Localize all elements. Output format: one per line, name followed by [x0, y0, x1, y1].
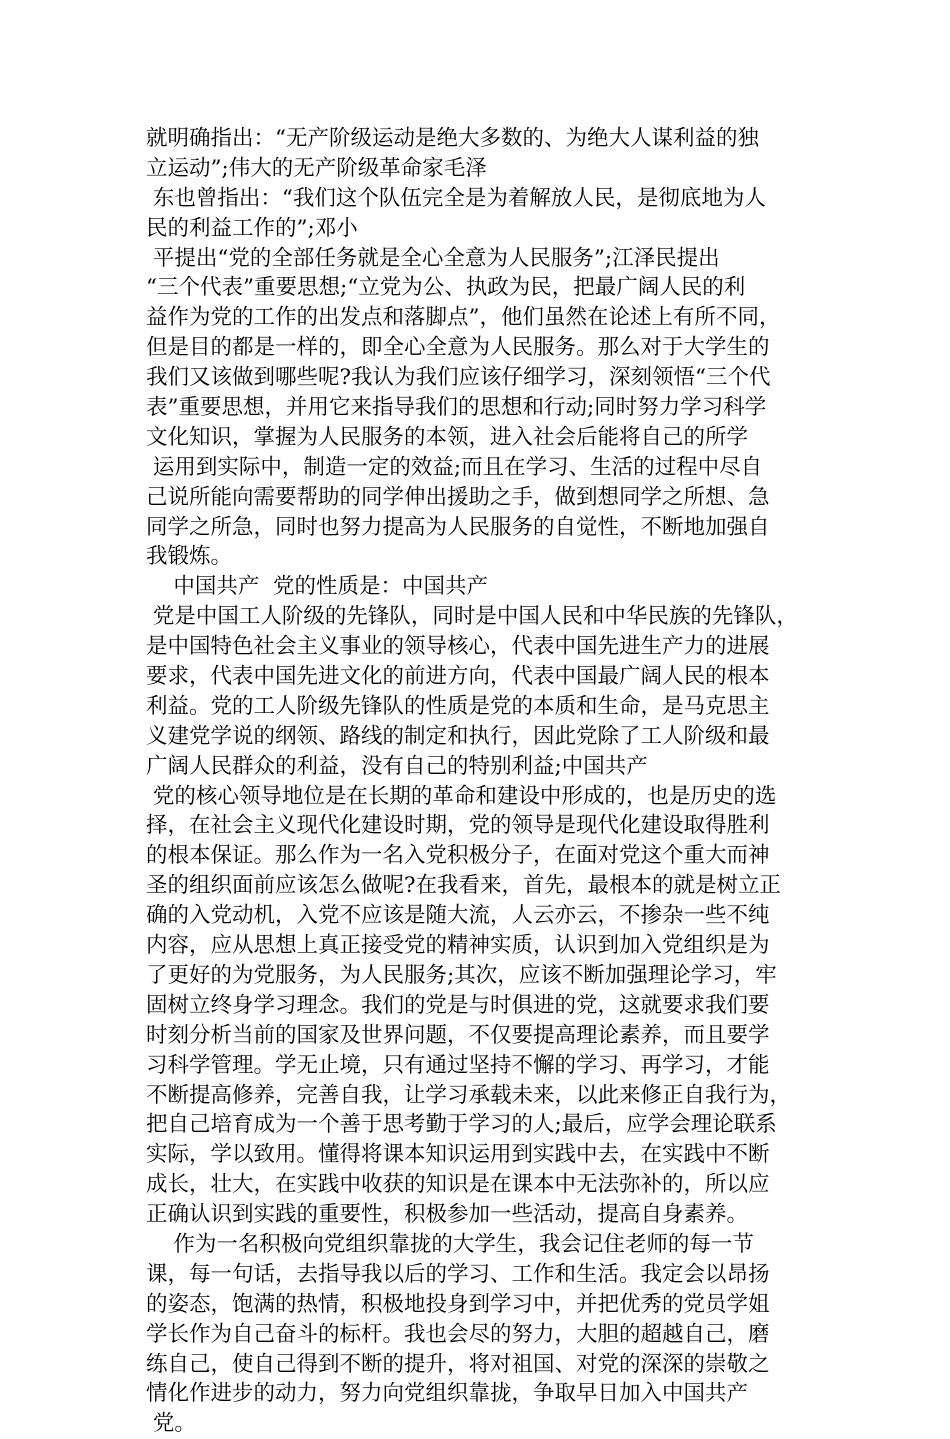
text-line: 不断提高修养，完善自我，让学习承载未来，以此来修正自我行为，	[146, 1082, 792, 1108]
text-line: 己说所能向需要帮助的同学伸出援助之手，做到想同学之所想、急	[146, 484, 770, 510]
text-line: 是中国特色社会主义事业的领导核心，代表中国先进生产力的进展	[146, 634, 770, 660]
text-line: 立运动”;伟大的无产阶级革命家毛泽	[146, 155, 487, 181]
text-line: 党。	[146, 1411, 196, 1437]
text-line: 同学之所急，同时也努力提高为人民服务的自觉性，不断地加强自	[146, 514, 770, 540]
text-line: 我们又该做到哪些呢?我认为我们应该仔细学习，深刻领悟“三个代	[146, 365, 771, 391]
text-line: 利益。党的工人阶级先锋队的性质是党的本质和生命，是马克思主	[146, 693, 770, 719]
text-line: 成长，壮大，在实践中收获的知识是在课本中无法弥补的，所以应	[146, 1172, 770, 1198]
text-line: 就明确指出：“无产阶级运动是绝大多数的、为绝大人谋利益的独	[146, 126, 759, 151]
text-line: 表”重要思想，并用它来指导我们的思想和行动;同时努力学习科学	[146, 395, 767, 421]
text-line: 练自己，使自己得到不断的提升，将对祖国、对党的深深的崇敬之	[146, 1351, 770, 1377]
text-line: 课，每一句话，去指导我以后的学习、工作和生活。我定会以昂扬	[146, 1261, 770, 1287]
text-line: “三个代表”重要思想;“立党为公、执政为民，把最广阔人民的利	[146, 275, 746, 301]
text-line: 益作为党的工作的出发点和落脚点”，他们虽然在论述上有所不同，	[146, 305, 781, 331]
text-line: 时刻分析当前的国家及世界问题，不仅要提高理论素养，而且要学	[146, 1022, 770, 1048]
text-line: 了更好的为党服务，为人民服务;其次，应该不断加强理论学习，牢	[146, 962, 777, 988]
text-line: 确的入党动机，入党不应该是随大流，人云亦云，不掺杂一些不纯	[146, 903, 770, 929]
text-line: 习科学管理。学无止境，只有通过坚持不懈的学习、再学习，才能	[146, 1052, 770, 1078]
text-line: 义建党学说的纲领、路线的制定和执行，因此党除了工人阶级和最	[146, 723, 770, 749]
text-line: 圣的组织面前应该怎么做呢?在我看来，首先，最根本的就是树立正	[146, 873, 782, 899]
text-line: 平提出“党的全部任务就是全心全意为人民服务”;江泽民提出	[146, 245, 720, 271]
text-line: 广阔人民群众的利益，没有自己的特别利益;中国共产	[146, 753, 648, 779]
document-body-text	[146, 124, 846, 1439]
text-line: 民的利益工作的”;邓小	[146, 215, 358, 241]
text-line: 中国共产 党的性质是：中国共产	[146, 574, 489, 600]
text-line: 内容，应从思想上真正接受党的精神实质，认识到加入党组织是为	[146, 933, 770, 959]
text-line: 作为一名积极向党组织靠拢的大学生，我会记住老师的每一节	[146, 1231, 754, 1257]
text-line: 择，在社会主义现代化建设时期，党的领导是现代化建设取得胜利	[146, 813, 770, 839]
text-line: 党的核心领导地位是在长期的革命和建设中形成的，也是历史的选	[146, 783, 777, 809]
text-line: 文化知识，掌握为人民服务的本领，进入社会后能将自己的所学	[146, 424, 749, 450]
text-line: 党是中国工人阶级的先锋队，同时是中国人民和中华民族的先锋队，	[146, 604, 798, 630]
text-line: 实际，学以致用。懂得将课本知识运用到实践中去，在实践中不断	[146, 1142, 770, 1168]
text-line: 的根本保证。那么作为一名入党积极分子，在面对党这个重大而神	[146, 843, 770, 869]
text-line: 学长作为自己奋斗的标杆。我也会尽的努力，大胆的超越自己，磨	[146, 1321, 770, 1347]
text-line: 但是目的都是一样的，即全心全意为人民服务。那么对于大学生的	[146, 335, 770, 361]
text-line: 要求，代表中国先进文化的前进方向，代表中国最广阔人民的根本	[146, 664, 770, 690]
text-line: 情化作进步的动力，努力向党组织靠拢，争取早日加入中国共产	[146, 1381, 749, 1407]
text-line: 的姿态，饱满的热情，积极地投身到学习中，并把优秀的党员学姐	[146, 1291, 770, 1317]
text-line: 把自己培育成为一个善于思考勤于学习的人;最后，应学会理论联系	[146, 1112, 777, 1138]
text-line: 正确认识到实践的重要性，积极参加一些活动，提高自身素养。	[146, 1202, 749, 1228]
text-line: 运用到实际中，制造一定的效益;而且在学习、生活的过程中尽自	[146, 454, 763, 480]
text-line: 我锻炼。	[146, 544, 233, 570]
text-line: 固树立终身学习理念。我们的党是与时俱进的党，这就要求我们要	[146, 992, 770, 1018]
text-line: 东也曾指出：“我们这个队伍完全是为着解放人民，是彻底地为人	[146, 185, 766, 211]
